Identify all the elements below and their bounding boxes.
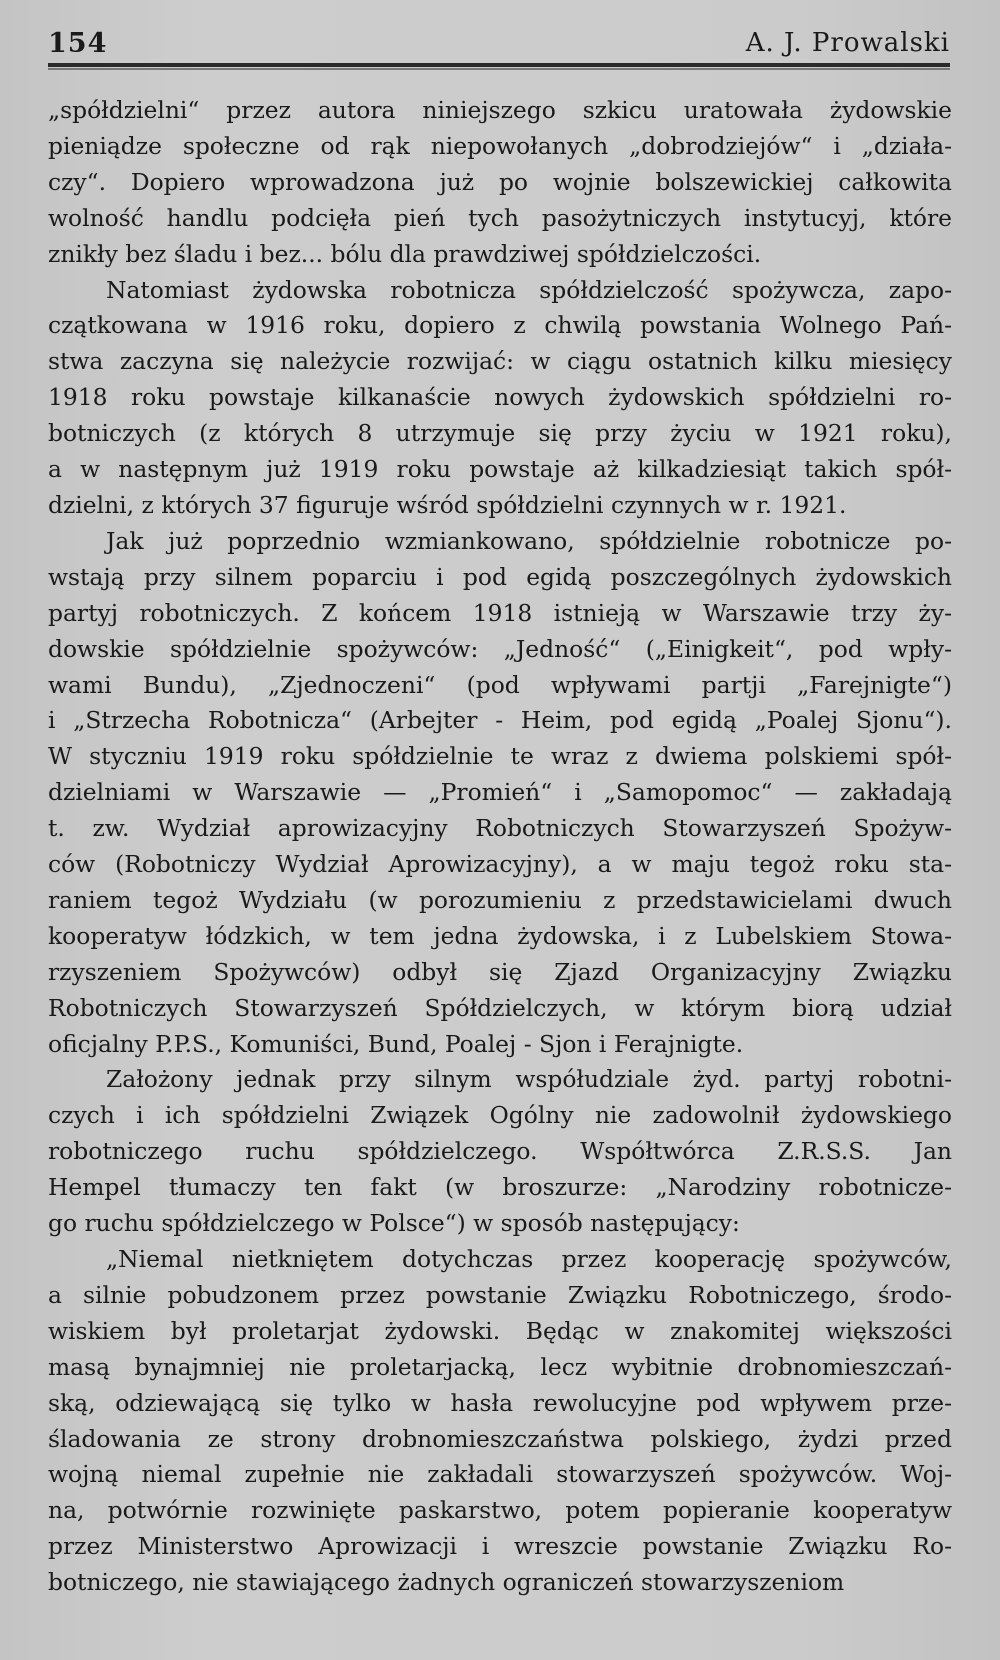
text-line: wstają przy silnem poparciu i pod egidą poszczególnych żydowskich xyxy=(48,562,952,591)
body-text xyxy=(48,93,952,1601)
text-line: dzielni, z których 37 figuruje wśród spółdzielni czynnych w r. 1921. xyxy=(48,490,847,519)
text-line: raniem tegoż Wydziału (w porozumieniu z przedstawicielami dwuch xyxy=(48,885,952,914)
text-line: Natomiast żydowska robotnicza spółdzielczość spożywcza, zapo- xyxy=(106,275,952,304)
text-line: botniczych (z których 8 utrzymuje się przy życiu w 1921 roku), xyxy=(48,419,952,448)
page-header xyxy=(48,22,950,62)
text-line: Hempel tłumaczy ten fakt (w broszurze: „Narodziny robotnicze- xyxy=(48,1173,952,1202)
text-line: t. zw. Wydział aprowizacyjny Robotniczych Stowarzyszeń Spożyw- xyxy=(48,814,952,843)
text-line: a w następnym już 1919 roku powstaje aż kilkadziesiąt takich spół- xyxy=(48,455,952,484)
text-line: przez Ministerstwo Aprowizacji i wreszcie powstanie Związku Ro- xyxy=(48,1532,952,1561)
text-line: śladowania ze strony drobnomieszczaństwa polskiego, żydzi przed xyxy=(48,1424,952,1453)
text-line: a silnie pobudzonem przez powstanie Związku Robotniczego, środo- xyxy=(48,1280,952,1309)
text-line: Jak już poprzednio wzmiankowano, spółdzielnie robotnicze po- xyxy=(106,526,952,555)
text-line: 1918 roku powstaje kilkanaście nowych żydowskich spółdzielni ro- xyxy=(48,383,952,412)
text-line: rzyszeniem Spożywców) odbył się Zjazd Organizacyjny Związku xyxy=(48,957,952,986)
text-line: i „Strzecha Robotnicza“ (Arbejter - Heim, pod egidą „Poalej Sjonu“). xyxy=(48,706,952,735)
text-line: kooperatyw łódzkich, w tem jedna żydowska, i z Lubelskiem Stowa- xyxy=(48,921,952,950)
text-line: czych i ich spółdzielni Związek Ogólny nie zadowolnił żydowskiego xyxy=(48,1101,952,1130)
text-line: ską, odziewającą się tylko w hasła rewolucyjne pod wpływem prze- xyxy=(48,1388,952,1417)
running-head: A. J. Prowalski xyxy=(745,28,950,58)
text-line: „spółdzielni“ przez autora niniejszego szkicu uratowała żydowskie xyxy=(48,96,952,124)
paragraph xyxy=(48,524,952,1063)
text-line: botniczego, nie stawiającego żadnych ograniczeń stowarzyszeniom xyxy=(48,1568,845,1597)
text-line: masą bynajmniej nie proletarjacką, lecz wybitnie drobnomieszczań- xyxy=(48,1352,952,1381)
text-line: W styczniu 1919 roku spółdzielnie te wraz z dwiema polskiemi spół- xyxy=(48,742,952,771)
text-line: znikły bez śladu i bez... bólu dla prawdziwej spółdzielczości. xyxy=(48,239,762,268)
text-line: Robotniczych Stowarzyszeń Spółdzielczych, w którym biorą udział xyxy=(48,993,952,1022)
header-rule-shadow xyxy=(48,68,950,70)
page-number: 154 xyxy=(48,28,108,59)
text-line: dowskie spółdzielnie spożywców: „Jedność“ („Einigkeit“, pod wpły- xyxy=(48,634,952,663)
text-line: czy“. Dopiero wprowadzona już po wojnie bolszewickiej całkowita xyxy=(48,167,952,196)
text-line: go ruchu spółdzielczego w Polsce“) w sposób następujący: xyxy=(48,1209,740,1238)
header-rule xyxy=(48,63,950,67)
text-line: wiskiem był proletarjat żydowski. Będąc w znakomitej większości xyxy=(48,1316,952,1345)
text-line: robotniczego ruchu spółdzielczego. Współtwórca Z.R.S.S. Jan xyxy=(48,1137,952,1166)
paragraph xyxy=(48,1242,952,1601)
text-line: dzielniami w Warszawie — „Promień“ i „Samopomoc“ — zakładają xyxy=(48,778,952,807)
text-line: wami Bundu), „Zjednoczeni“ (pod wpływami partji „Farejnigte“) xyxy=(48,670,952,699)
paragraph xyxy=(48,93,952,273)
text-line: wolność handlu podcięła pień tych pasożytniczych instytucyj, które xyxy=(48,203,952,232)
paragraph xyxy=(48,273,952,524)
text-line: partyj robotniczych. Z końcem 1918 istnieją w Warszawie trzy ży- xyxy=(48,598,952,627)
paragraph xyxy=(48,1062,952,1242)
text-line: na, potwórnie rozwinięte paskarstwo, potem popieranie kooperatyw xyxy=(48,1496,952,1525)
text-line: czątkowana w 1916 roku, dopiero z chwilą powstania Wolnego Pań- xyxy=(48,311,952,340)
text-line: oficjalny P.P.S., Komuniści, Bund, Poalej - Sjon i Ferajnigte. xyxy=(48,1029,744,1058)
text-line: pieniądze społeczne od rąk niepowołanych „dobrodziejów“ i „działa- xyxy=(48,131,952,160)
text-line: wojną niemal zupełnie nie zakładali stowarzyszeń spożywców. Woj- xyxy=(48,1460,952,1489)
text-line: ców (Robotniczy Wydział Aprowizacyjny), a w maju tegoż roku sta- xyxy=(48,850,952,879)
text-line: „Niemal nietkniętem dotychczas przez kooperację spożywców, xyxy=(106,1245,952,1273)
text-line: stwa zaczyna się należycie rozwijać: w ciągu ostatnich kilku miesięcy xyxy=(48,347,952,376)
text-line: Założony jednak przy silnym współudziale żyd. partyj robotni- xyxy=(106,1065,952,1094)
